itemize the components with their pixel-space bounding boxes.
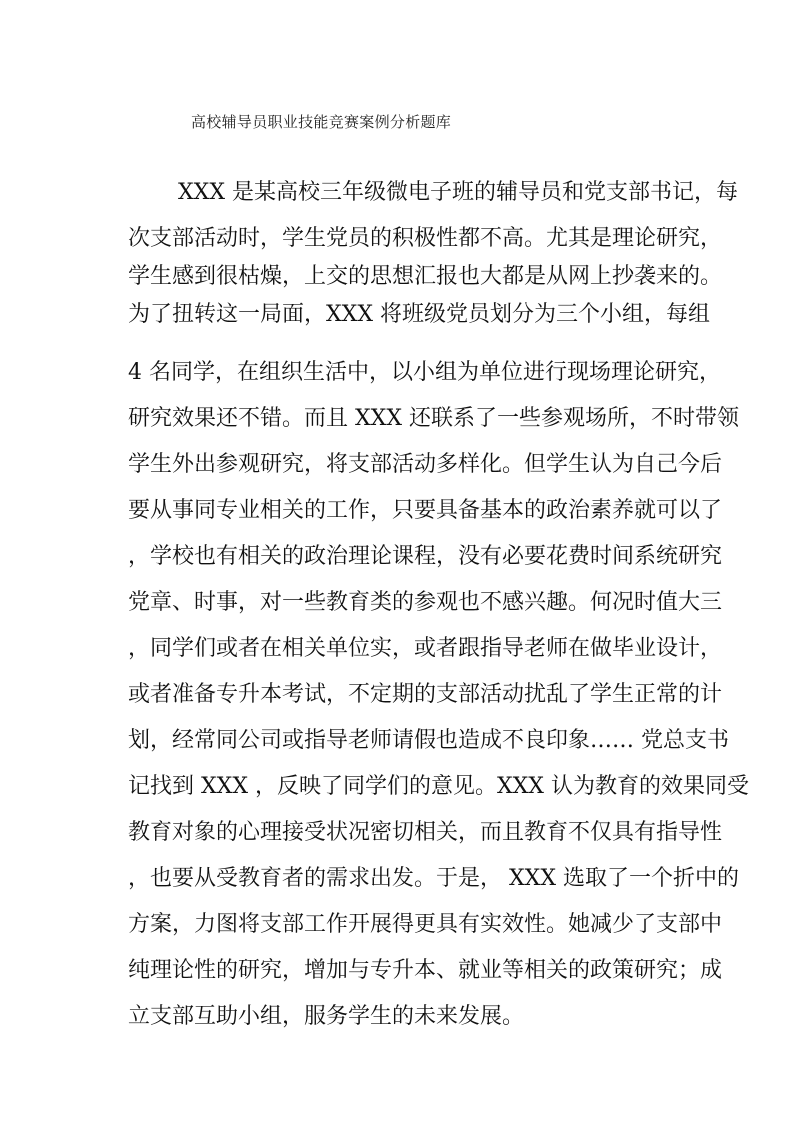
paragraph-line: 教育对象的心理接受状况密切相关，而且教育不仅具有指导性 xyxy=(128,820,723,845)
paragraph-line: ，学校也有相关的政治理论课程，没有必要花费时间系统研究 xyxy=(128,544,723,569)
paragraph-line: ，同学们或者在相关单位实，或者跟指导老师在做毕业设计， xyxy=(128,636,723,661)
paragraph-line: 方案，力图将支部工作开展得更具有实效性。她减少了支部中 xyxy=(128,912,723,937)
paragraph-line: ，也要从受教育者的需求出发。于是， XXX 选取了一个折中的 xyxy=(128,866,739,891)
paragraph-line: XXX 是某高校三年级微电子班的辅导员和党支部书记，每 xyxy=(178,180,738,205)
paragraph-line: 纯理论性的研究，增加与专升本、就业等相关的政策研究；成 xyxy=(128,958,723,983)
paragraph-line: 党章、时事，对一些教育类的参观也不感兴趣。何况时值大三 xyxy=(128,590,723,615)
paragraph-line: 4 名同学，在组织生活中，以小组为单位进行现场理论研究， xyxy=(128,360,721,385)
paragraph-line: 记找到 XXX ，反映了同学们的意见。XXX 认为教育的效果同受 xyxy=(128,774,749,799)
paragraph-line: 划，经常同公司或指导老师请假也造成不良印象…… 党总支书 xyxy=(128,728,729,753)
paragraph-line: 研究效果还不错。而且 XXX 还联系了一些参观场所，不时带领 xyxy=(128,406,739,431)
paragraph-line: 立支部互助小组，服务学生的未来发展。 xyxy=(128,1004,525,1029)
paragraph-line: 或者准备专升本考试，不定期的支部活动扰乱了学生正常的计 xyxy=(128,682,723,707)
paragraph-line: 次支部活动时，学生党员的积极性都不高。尤其是理论研究， xyxy=(128,226,723,251)
page-header-title: 高校辅导员职业技能竞赛案例分析题库 xyxy=(191,113,452,131)
paragraph-line: 为了扭转这一局面，XXX 将班级党员划分为三个小组，每组 xyxy=(128,302,710,327)
paragraph-line: 学生外出参观研究，将支部活动多样化。但学生认为自己今后 xyxy=(128,452,723,477)
paragraph-line: 学生感到很枯燥，上交的思想汇报也大都是从网上抄袭来的。 xyxy=(128,264,723,289)
paragraph-line: 要从事同专业相关的工作，只要具备基本的政治素养就可以了 xyxy=(128,498,723,523)
